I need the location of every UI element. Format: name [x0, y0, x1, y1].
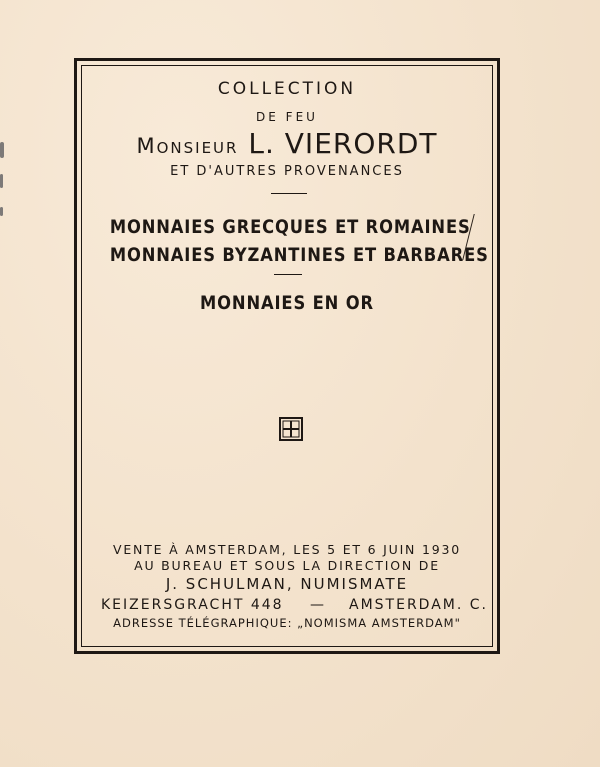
name-main: L. VIERORDT [248, 127, 438, 160]
auctioneer-name: J. SCHULMAN, NUMISMATE [165, 575, 409, 593]
scan-blot [0, 207, 3, 216]
telegraph-address: ADRESSE TÉLÉGRAPHIQUE: „NOMISMA AMSTERDAM" [113, 616, 461, 630]
address-separator: — [310, 597, 324, 613]
subheading-provenances: ET D'AUTRES PROVENANCES [170, 164, 404, 179]
title-gold-coins: MONNAIES EN OR [200, 292, 374, 314]
scan-blot [0, 174, 3, 188]
printer-emblem-icon [279, 417, 303, 441]
divider-rule [271, 193, 307, 194]
title-greek-roman: MONNAIES GRECQUES ET ROMAINES [109, 216, 471, 238]
title-byzantine-barbaric: MONNAIES BYZANTINES ET BARBARES [109, 244, 489, 266]
name-prefix: Monsieur [136, 134, 239, 158]
sale-date: VENTE À AMSTERDAM, LES 5 ET 6 JUIN 1930 [113, 542, 461, 557]
street-address: KEIZERSGRACHT 448 [101, 597, 284, 613]
scan-blot [0, 142, 4, 158]
city: AMSTERDAM. C. [349, 597, 488, 613]
heading-collection: COLLECTION [217, 79, 357, 99]
collector-name [81, 127, 493, 160]
divider-rule [274, 274, 302, 275]
heading-de-feu: DE FEU [256, 110, 318, 124]
sale-direction: AU BUREAU ET SOUS LA DIRECTION DE [134, 558, 440, 573]
